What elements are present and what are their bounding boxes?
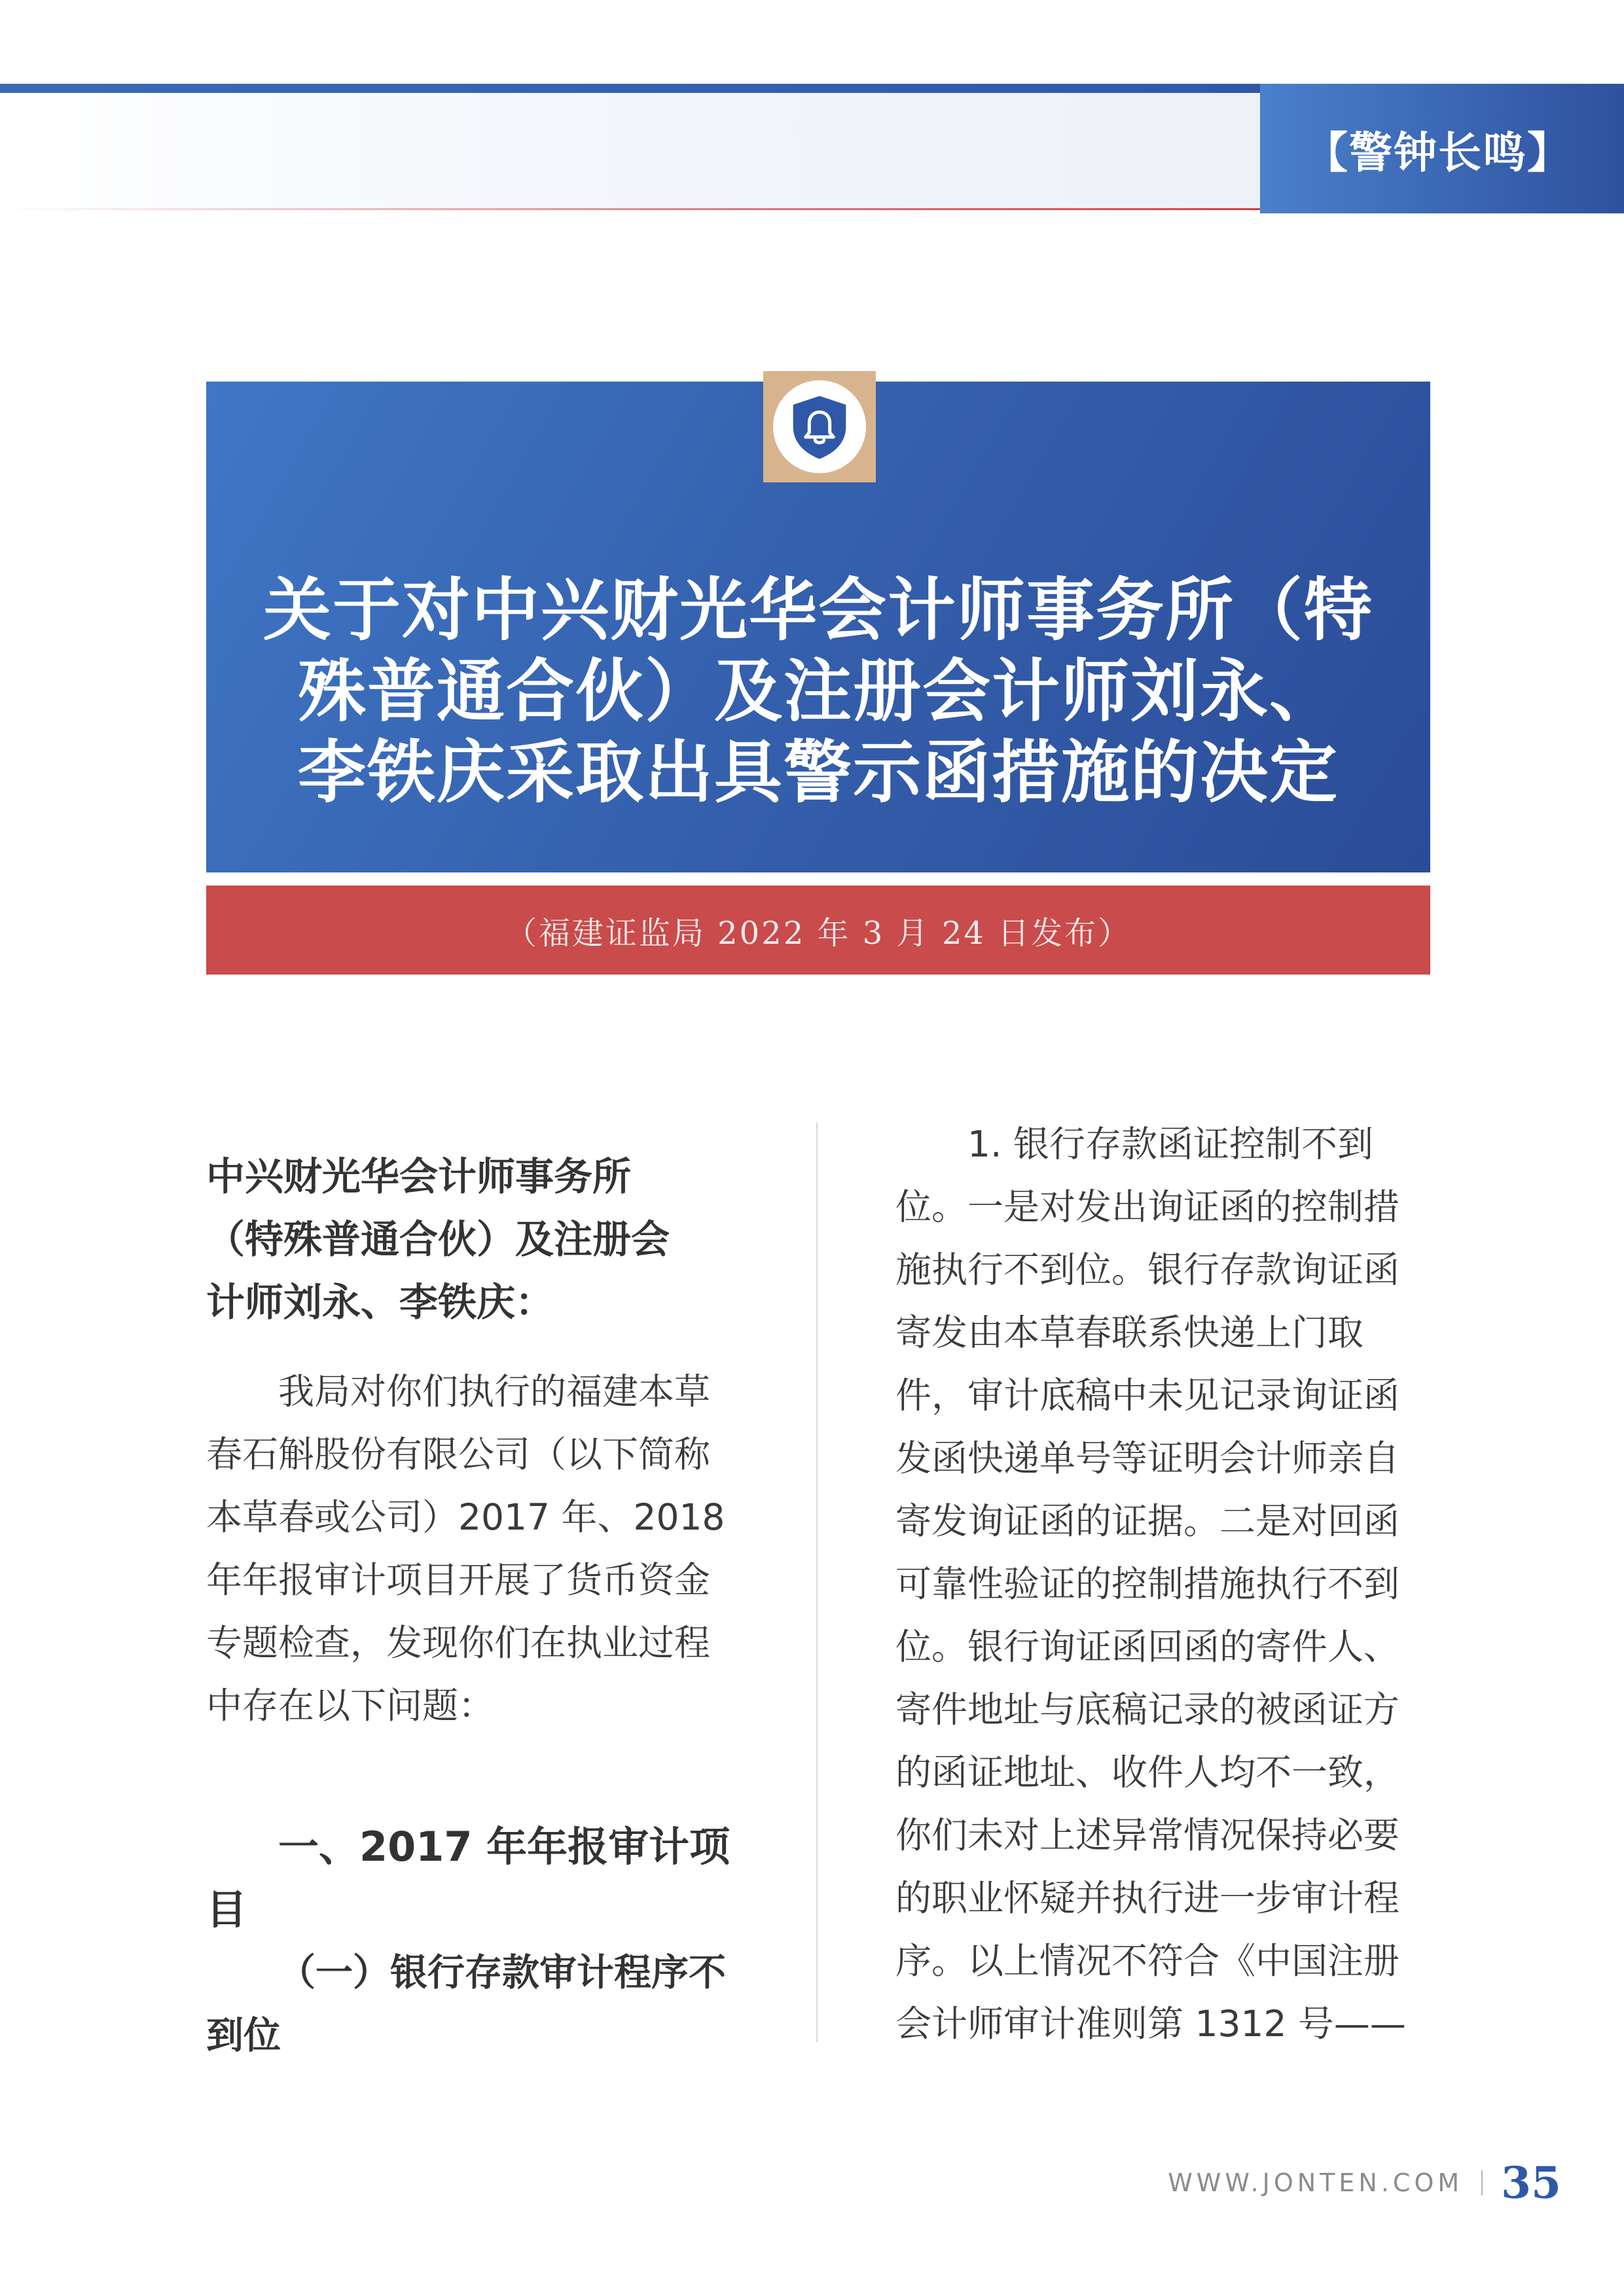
- addressee-line: （特殊普通合伙）及注册会: [206, 1217, 670, 1262]
- addressee-line: 中兴财光华会计师事务所: [206, 1154, 632, 1199]
- text-line: 的职业怀疑并执行进一步审计程: [895, 1877, 1400, 1919]
- section-heading-1: [206, 1816, 743, 1941]
- text-line: 发函快递单号等证明会计师亲自: [895, 1437, 1400, 1479]
- badge-circle: [773, 380, 866, 473]
- text-line: 位。一是对发出询证函的控制措: [895, 1186, 1400, 1228]
- left-column: [206, 1113, 743, 2067]
- heading-line: 到位: [206, 2014, 281, 2057]
- footer-separator: [1481, 2170, 1483, 2195]
- header-top-line: [0, 84, 1260, 93]
- section-heading-2: [206, 1941, 743, 2067]
- section-tag: [1260, 84, 1624, 213]
- text-line: 寄发询证函的证据。二是对回函: [895, 1500, 1400, 1542]
- text-line: 年年报审计项目开展了货币资金: [206, 1559, 711, 1601]
- website-link[interactable]: WWW.JONTEN.COM: [1168, 2168, 1464, 2197]
- header-band: [0, 93, 1260, 211]
- text-line: 序。以上情况不符合《中国注册: [895, 1940, 1400, 1982]
- text-line: 本草春或公司）2017 年、2018: [206, 1496, 725, 1538]
- addressee: [206, 1145, 743, 1334]
- text-line: 1. 银行存款函证控制不到: [967, 1123, 1373, 1165]
- intro-paragraph: [206, 1360, 743, 1737]
- heading-line: 目: [206, 1886, 247, 1933]
- main-title: [206, 569, 1430, 813]
- text-line: 会计师审计准则第 1312 号——: [895, 2003, 1406, 2045]
- title-line: 殊普通合伙）及注册会计师刘永、: [297, 651, 1339, 731]
- section-tag-label: 【警钟长鸣】: [1305, 126, 1572, 178]
- column-divider: [816, 1122, 818, 2042]
- subtitle-bar: [206, 886, 1430, 975]
- title-line: 关于对中兴财光华会计师事务所（特: [262, 570, 1373, 650]
- page-number: 35: [1501, 2157, 1561, 2208]
- text-line: 春石斛股份有限公司（以下简称: [206, 1433, 711, 1475]
- text-line: 可靠性验证的控制措施执行不到: [895, 1563, 1400, 1605]
- body-paragraph: [895, 1113, 1430, 2055]
- text-line: 我局对你们执行的福建本草: [278, 1371, 711, 1412]
- shield-bell-icon: [783, 390, 856, 463]
- text-line: 的函证地址、收件人均不一致，: [895, 1751, 1400, 1793]
- publish-info: （福建证监局 2022 年 3 月 24 日发布）: [505, 914, 1132, 952]
- text-line: 你们未对上述异常情况保持必要: [895, 1814, 1400, 1856]
- text-line: 位。银行询证函回函的寄件人、: [895, 1626, 1400, 1668]
- page-footer: [1168, 2157, 1561, 2209]
- text-line: 施执行不到位。银行存款询证函: [895, 1249, 1400, 1291]
- title-badge: [763, 371, 876, 482]
- right-column: [895, 1113, 1430, 2055]
- text-line: 专题检查，发现你们在执业过程: [206, 1622, 711, 1664]
- title-line: 李铁庆采取出具警示函措施的决定: [297, 732, 1339, 812]
- text-line: 寄发由本草春联系快递上门取: [895, 1312, 1364, 1354]
- text-line: 件，审计底稿中未见记录询证函: [895, 1374, 1400, 1416]
- text-line: 寄件地址与底稿记录的被函证方: [895, 1689, 1400, 1731]
- addressee-line: 计师刘永、李铁庆：: [206, 1280, 554, 1325]
- heading-line: 一、2017 年年报审计项: [278, 1823, 731, 1871]
- text-line: 中存在以下问题：: [206, 1685, 495, 1727]
- heading-line: （一）银行存款审计程序不: [278, 1951, 726, 1994]
- header-rule: [0, 208, 1260, 210]
